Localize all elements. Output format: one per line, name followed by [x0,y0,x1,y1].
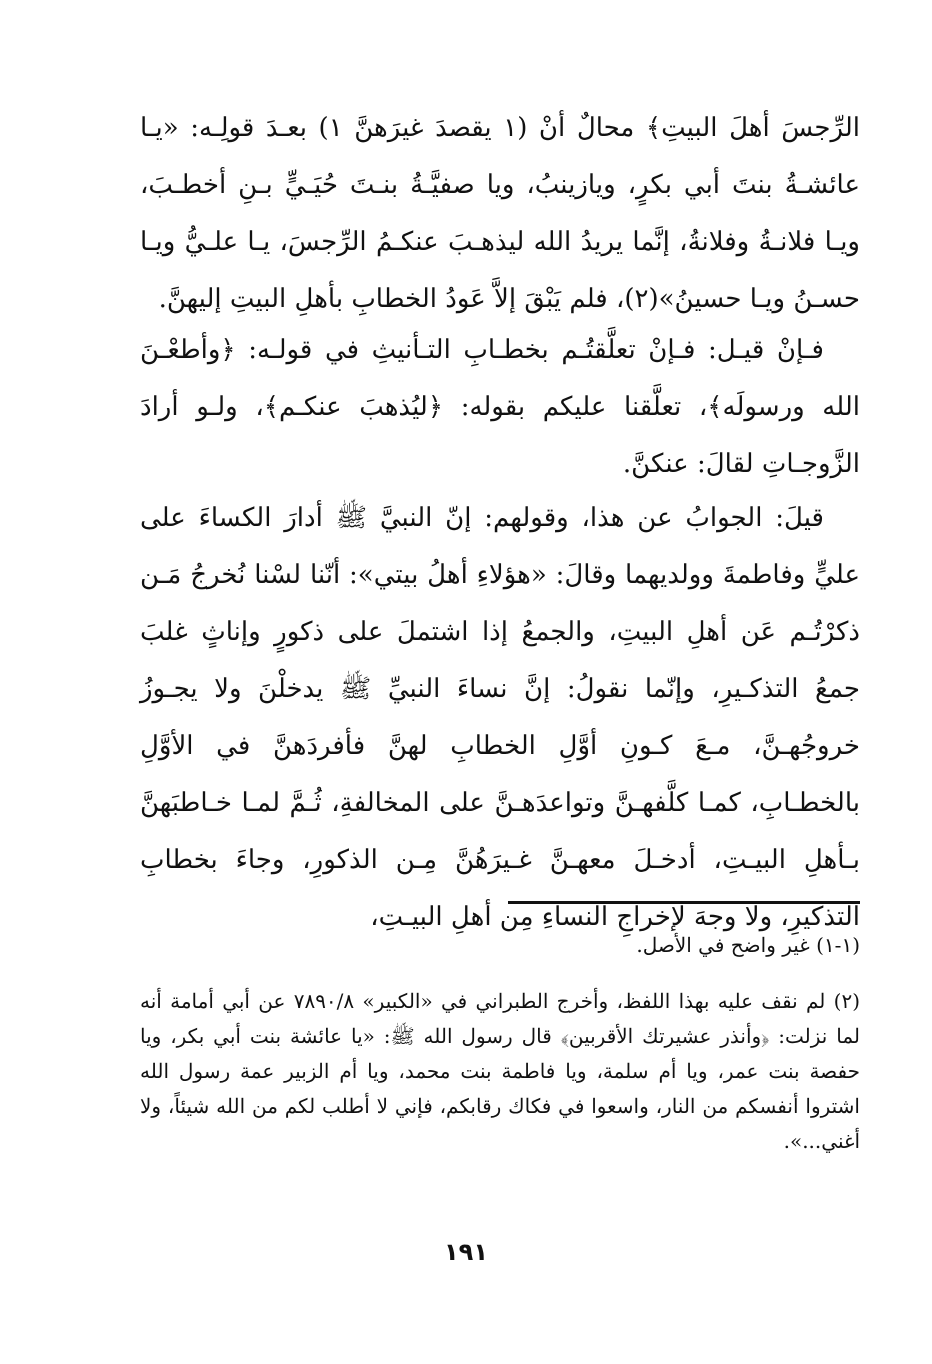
footnote-2 [140,984,860,1159]
body-paragraph-2 [140,322,860,493]
page-number: ١٩١ [444,1238,488,1266]
paragraph-text: فـإنْ قيـل: فـإنْ تعلَّقتُـم بخطـابِ التـأنيثِ في قولـه: ﴿وأطعْـنَ الله ورسولَه﴾، تعلَّقنا عليكم بقوله: ﴿ليُذهبَ عنكـم﴾، ولـو أرادَ الزَّوجـاتِ لقالَ: عنكنَّ. [140,335,860,479]
paragraph-text: قيلَ: الجوابُ عن هذا، وقولهم: إنّ النبيَّ ﷺ أدارَ الكساءَ على عليٍّ وفاطمةَ وولديهما وقالَ: «هؤلاءِ أهلُ بيتي»: أنّنا لسْنا نُخرجُ مَـن ذكرْتُـم عَن أهلِ البيتِ، والجمعُ إذا اشتملَ على ذكورٍ وإناثٍ غلبَ جمعُ التذكـيرِ، وإنّما نقولُ: إنَّ نساءَ النبيِّ ﷺ يدخلْنَ ولا يجـوزُ خروجُهـنَّ، مـعَ كـونِ أوَّلِ الخطابِ لهنَّ فأفردَهنَّ في الأوَّلِ بالخطـابِ، كمـا كلَّفهـنَّ وتواعدَهـنَّ على المخالفةِ، ثُـمَّ لمـا خـاطبَهنَّ بـأهلِ البيـتِ، أدخـلَ معهـنَّ غـيرَهُنَّ مِـن الذكورِ، وجاءَ بخطابِ التذكيرِ، ولا وجهَ لإخراجِ النساءِ مِن أهلِ البيـتِ، [140,503,860,932]
footnote-divider [508,901,860,904]
footnote-text: (١-١) غير واضح في الأصل. [636,933,860,957]
body-paragraph-1 [140,100,860,328]
paragraph-text: الرِّجسَ أهلَ البيتِ﴾ محالٌ أنْ (١ يقصدَ غيرَهنَّ ١) بعـدَ قولِـه: «يـا عائشـةُ بنتَ أبي بكرٍ، ويازينبُ، ويا صفيَّـةُ بنـتَ حُيَـيٍّ بـنِ أخطـبَ، ويـا فلانـةُ وفلانةُ، إنَّما يريدُ الله ليذهـبَ عنكـمُ الرِّجسَ، يـا علـيُّ ويـا حسـنُ ويـا حسينُ»(٢)، فلم يَبْقَ إلاَّ عَودُ الخطابِ بأهلِ البيتِ إليهنَّ. [140,113,860,314]
footnote-1 [140,928,860,963]
footnote-text: (٢) لم نقف عليه بهذا اللفظ، وأخرج الطبراني في «الكبير» ٧٨٩٠/٨ عن أبي أمامة أنه لما نزلت: ﴿وأنذر عشيرتك الأقربين﴾ قال رسول الله ﷺ: «يا عائشة بنت أبي بكر، ويا حفصة بنت عمر، ويا أم سلمة، ويا فاطمة بنت محمد، ويا أم الزبير عمة رسول الله اشتروا أنفسكم من النار، واسعوا في فكاك رقابكم، فإني لا أطلب لكم من الله شيئاً، ولا أغني...». [140,989,860,1153]
body-paragraph-3 [140,490,860,946]
